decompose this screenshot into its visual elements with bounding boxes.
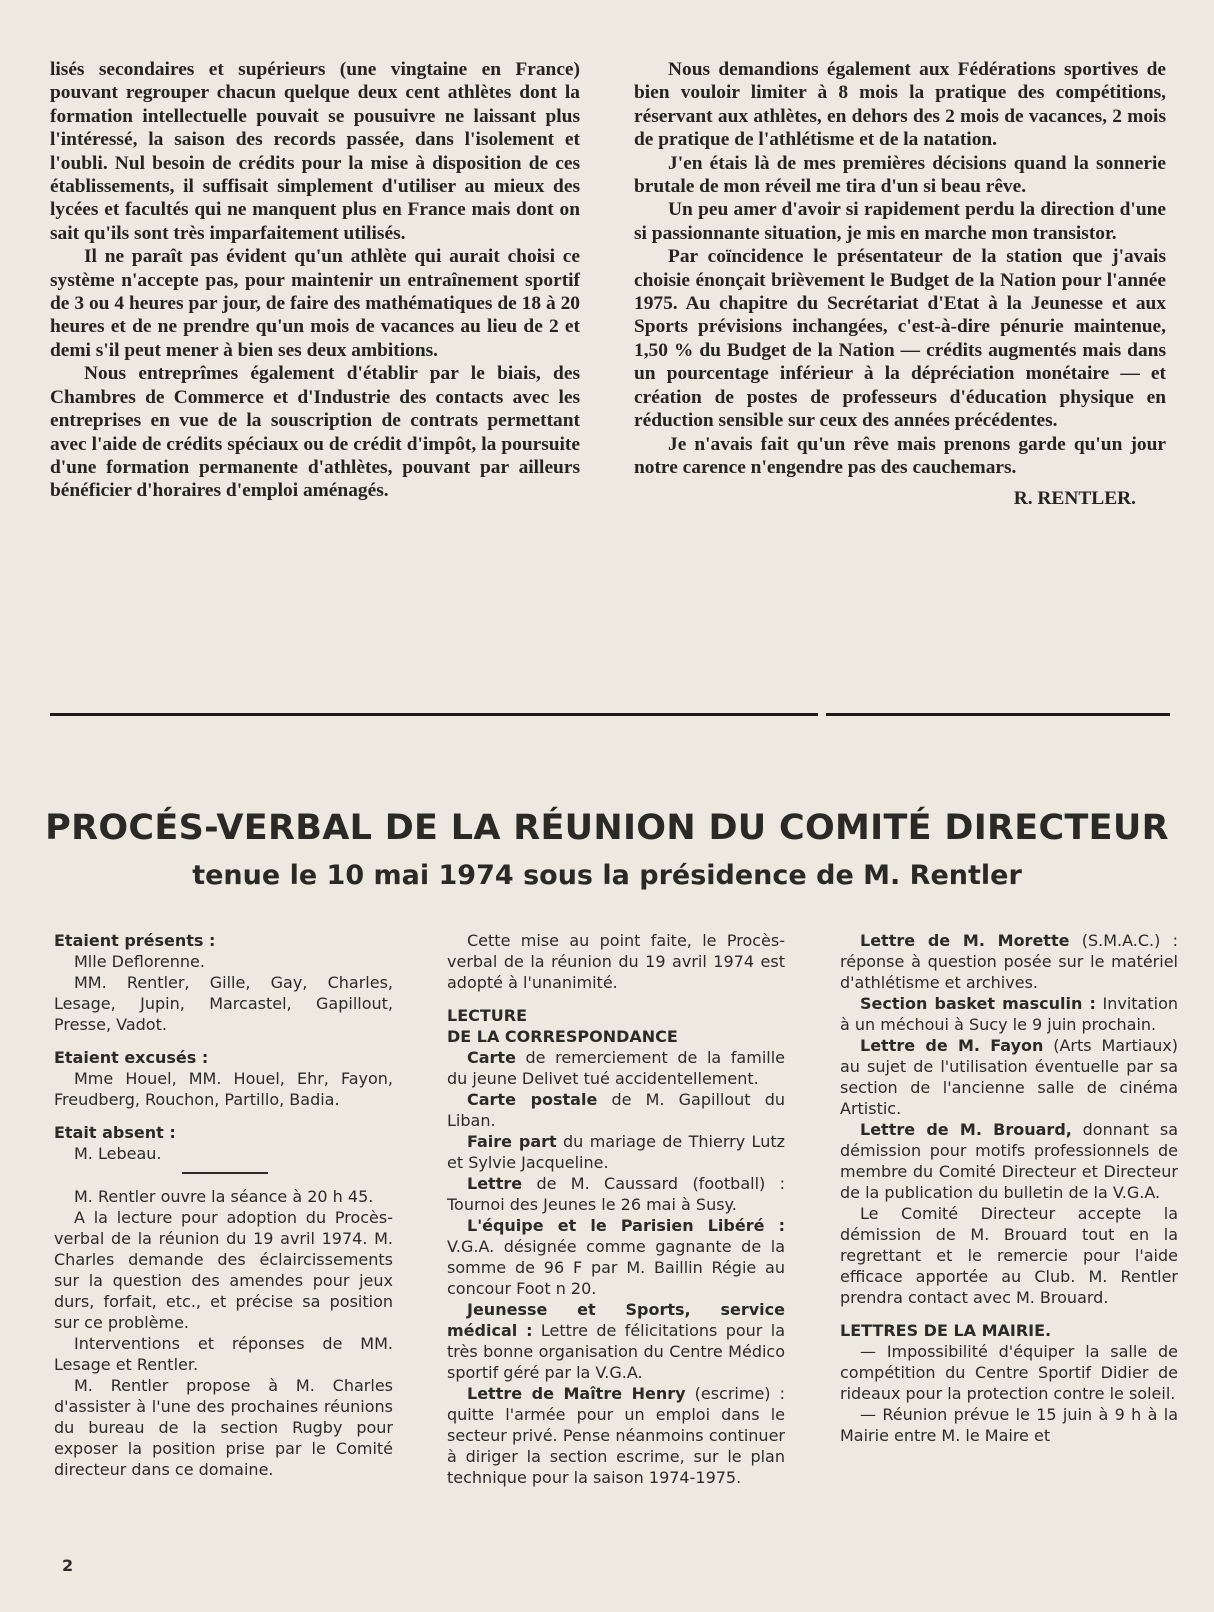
article-paragraph: Nous entreprîmes également d'établir par le biais, des Chambres de Commerce et d'Industrie des contacts avec les entreprises en vue de la souscription de contrats permettant avec l'aide de crédits spéciaux ou de crédit d'impôt, la poursuite d'une formation permanente d'athlètes, pouvant par ailleurs bénéficier d'horaires d'emploi aménagés. (50, 363, 580, 502)
minutes-paragraph: — Impossibilité d'équiper la salle de compétition du Centre Sportif Didier de rideaux pour la protection contre le soleil. (840, 1342, 1178, 1403)
section-divider (826, 713, 1170, 716)
correspondence-item (840, 930, 1178, 993)
item-label: Section basket masculin : (860, 994, 1096, 1013)
article-paragraph: Par coïncidence le présentateur de la station que j'avais choisie énonçait brièvement le Budget de la Nation pour l'année 1975. Au chapitre du Secrétariat d'Etat à la Jeunesse et aux Sports prévisions inchangées, c'est-à-dire pénurie maintenue, 1,50 % du Budget de la Nation — crédits augmentés mais dans un pourcentage inférieur à la dépréciation monétaire — et création de postes de professeurs d'éducation physique en réduction sensible sur ceux des années précédentes. (634, 246, 1166, 432)
item-text: Invitation à un méchoui à Sucy le 9 juin prochain. (840, 994, 1178, 1034)
item-label: Carte postale (467, 1090, 598, 1109)
article-column-left (50, 58, 580, 503)
minutes-title: PROCÉS-VERBAL DE LA RÉUNION DU COMITÉ DIRECTEUR (45, 808, 1169, 848)
item-text: de remerciement de la famille du jeune Delivet tué accidentellement. (447, 1048, 785, 1088)
item-label: Lettre de M. Morette (860, 931, 1070, 950)
item-label: Jeunesse et Sports, service médical : (447, 1300, 785, 1340)
correspondence-item (447, 1383, 785, 1488)
article-paragraph: Un peu amer d'avoir si rapidement perdu la direction d'une si passionnante situation, je mis en marche mon transistor. (634, 199, 1166, 244)
section-divider (50, 713, 818, 716)
item-text: de M. Gapillout du Liban. (447, 1090, 785, 1130)
excuses-label: Etaient excusés : (54, 1048, 209, 1067)
correspondence-item (447, 1089, 785, 1131)
minutes-paragraph: Interventions et réponses de MM. Lesage et Rentler. (54, 1333, 393, 1374)
section-heading: DE LA CORRESPONDANCE (447, 1027, 678, 1046)
article-signature: R. RENTLER. (1013, 488, 1136, 510)
correspondence-item (447, 1299, 785, 1383)
article-column-right (634, 58, 1166, 511)
article-paragraph: Il ne paraît pas évident qu'un athlète qui aurait choisi ce système n'accepte pas, pour maintenir un entraînement sportif de 3 ou 4 heures par jour, de faire des mathématiques de 18 à 20 heures et de ne prendre qu'un mois de vacances au lieu de 2 et demi s'il peut mener à bien ses deux ambitions. (50, 246, 580, 361)
correspondence-item (447, 1215, 785, 1299)
article-paragraph: Je n'avais fait qu'un rêve mais prenons garde qu'un jour notre carence n'engendre pas des cauchemars. (634, 433, 1166, 478)
item-text: Lettre de félicitations pour la très bonne organisation du Centre Médico sportif géré par la V.G.A. (447, 1321, 785, 1382)
item-text: (Arts Martiaux) au sujet de l'utilisation éventuelle par sa section de l'ancienne salle de cinéma Artistic. (840, 1036, 1178, 1118)
minutes-paragraph: A la lecture pour adoption du Procès-verbal de la réunion du 19 avril 1974. M. Charles demande des éclaircissements sur la question des amendes pour jeux durs, forfait, etc., et précise sa position sur ce problème. (54, 1207, 393, 1332)
excuses-list: Mme Houel, MM. Houel, Ehr, Fayon, Freudberg, Rouchon, Partillo, Badia. (54, 1069, 393, 1109)
page-number: 2 (62, 1556, 74, 1575)
item-label: Lettre de M. Fayon (860, 1036, 1044, 1055)
correspondence-item (447, 1131, 785, 1173)
item-label: Carte (467, 1048, 516, 1067)
minutes-paragraph: M. Rentler ouvre la séance à 20 h 45. (74, 1186, 374, 1206)
item-text: du mariage de Thierry Lutz et Sylvie Jacqueline. (447, 1132, 785, 1172)
absent-list: M. Lebeau. (74, 1144, 162, 1163)
correspondence-item (840, 1035, 1178, 1119)
item-label: Lettre (467, 1174, 523, 1193)
item-label: L'équipe et le Parisien Libéré : (467, 1216, 785, 1235)
article-paragraph: lisés secondaires et supérieurs (une vingtaine en France) pouvant regrouper chacun quelque deux cent athlètes dont la formation intellectuelle pouvait se pousuivre ne laissant plus l'intéressé, la saison des records passée, dans l'isolement et l'oubli. Nul besoin de crédits pour la mise à disposition de ces établissements, il suffisait simplement d'utiliser au mieux des lycées et facultés qui ne manquent plus en France mais dont on sait qu'ils sont très imparfaitement utilisés. (50, 59, 580, 244)
correspondence-item (447, 1047, 785, 1089)
minutes-paragraph: M. Rentler propose à M. Charles d'assister à l'une des prochaines réunions du bureau de la section Rugby pour exposer la position prise par le Comité directeur dans ce domaine. (54, 1375, 393, 1479)
short-divider (182, 1172, 268, 1174)
item-label: Lettre de Maître Henry (467, 1384, 686, 1403)
minutes-paragraph: Le Comité Directeur accepte la démission de M. Brouard tout en la regrettant et le remercie pour l'aide efficace apportée au Club. M. Rentler prendra contact avec M. Brouard. (840, 1204, 1178, 1307)
section-heading: LECTURE (447, 1006, 528, 1025)
item-text: (escrime) : quitte l'armée pour un emploi dans le secteur privé. Pense néanmoins continuer à diriger la section escrime, sur le plan technique pour la saison 1974-1975. (447, 1384, 785, 1487)
article-paragraph: J'en étais là de mes premières décisions quand la sonnerie brutale de mon réveil me tira d'un si beau rêve. (634, 152, 1166, 198)
minutes-paragraph: Cette mise au point faite, le Procès-verbal de la réunion du 19 avril 1974 est adopté à l'unanimité. (447, 931, 785, 992)
minutes-column-2 (447, 930, 785, 1488)
correspondence-item (447, 1173, 785, 1215)
item-text: V.G.A. désignée comme gagnante de la somme de 96 F par M. Baillin Régie au concour Foot n 20. (447, 1237, 785, 1298)
correspondence-item (840, 993, 1178, 1035)
item-text: (S.M.A.C.) : réponse à question posée sur le matériel d'athlétisme et archives. (840, 931, 1179, 992)
correspondence-item (840, 1119, 1178, 1203)
presents-list: Mlle Deflorenne. (74, 952, 205, 971)
presents-list: MM. Rentler, Gille, Gay, Charles, Lesage, Jupin, Marcastel, Gapillout, Presse, Vadot. (54, 973, 393, 1034)
minutes-column-1 (54, 930, 393, 1480)
minutes-paragraph: — Réunion prévue le 15 juin à 9 h à la Mairie entre M. le Maire et (840, 1405, 1178, 1445)
minutes-column-3 (840, 930, 1178, 1446)
item-text: de M. Caussard (football) : Tournoi des Jeunes le 26 mai à Susy. (447, 1174, 785, 1214)
item-label: Lettre de M. Brouard, (860, 1120, 1072, 1139)
item-text: donnant sa démission pour motifs professionnels de membre du Comité Directeur et Directeur de la publication du bulletin de la V.G.A. (840, 1120, 1178, 1202)
article-paragraph: Nous demandions également aux Fédérations sportives de bien vouloir limiter à 8 mois la pratique des compétitions, réservant aux athlètes, en dehors des 2 mois de vacances, 2 mois de pratique de l'athlétisme et de la natation. (634, 59, 1166, 151)
item-label: Faire part (467, 1132, 557, 1151)
section-heading: LETTRES DE LA MAIRIE. (840, 1321, 1052, 1340)
absent-label: Etait absent : (54, 1123, 176, 1142)
minutes-subtitle: tenue le 10 mai 1974 sous la présidence de M. Rentler (192, 860, 1022, 891)
presents-label: Etaient présents : (54, 931, 216, 950)
